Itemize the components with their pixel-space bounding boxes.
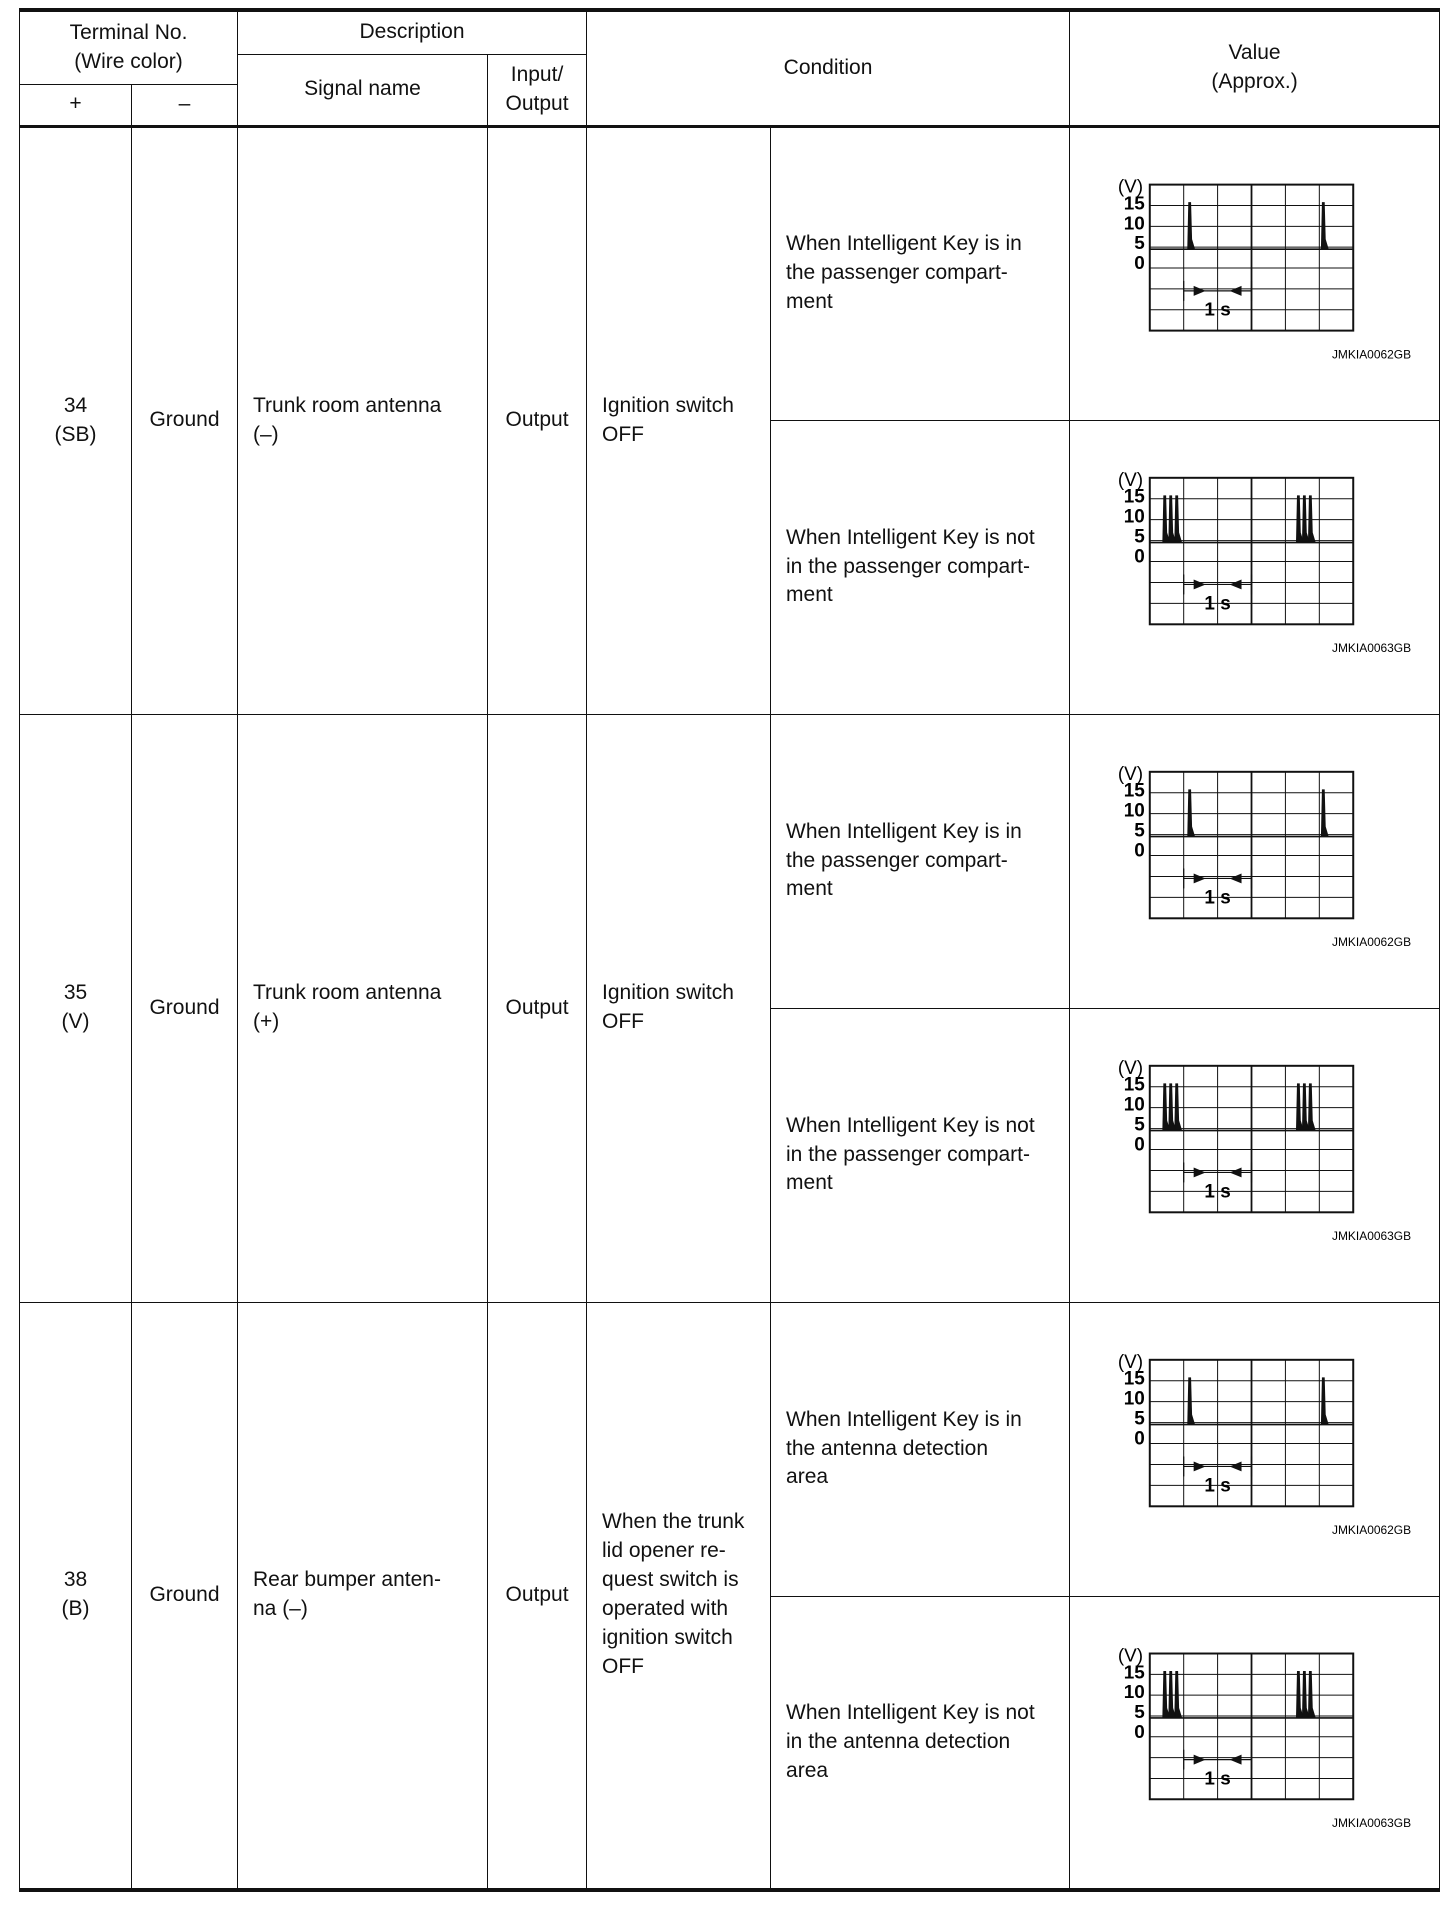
figure-code: JMKIA0062GB — [1331, 346, 1412, 361]
waveform-chart — [1070, 1009, 1439, 1302]
waveform-chart — [1070, 715, 1439, 1008]
waveform-chart — [1070, 1303, 1439, 1596]
sub-condition-cell: When Intelligent Key is not in the passenger compart- ment — [771, 1008, 1070, 1302]
time-scale-label: 1 s — [1204, 1474, 1231, 1496]
y-tick-label: 10 — [1123, 800, 1145, 822]
value-waveform-cell — [1070, 1596, 1440, 1890]
signal-name-cell: Trunk room antenna (–) — [238, 126, 488, 714]
document-page — [19, 0, 1439, 1916]
terminal-plus-cell — [20, 126, 132, 714]
unit-label: (V) — [1117, 1644, 1144, 1666]
value-waveform-cell — [1070, 1008, 1440, 1302]
terminal-no-header: Terminal No. (Wire color) — [20, 10, 238, 84]
terminal-number: 35 — [63, 981, 88, 1005]
terminal-number: 38 — [63, 1568, 88, 1592]
unit-label: (V) — [1117, 1351, 1144, 1373]
y-tick-label: 10 — [1123, 1388, 1145, 1410]
terminal-minus-cell: Ground — [132, 714, 238, 1302]
value-header: Value (Approx.) — [1070, 10, 1440, 126]
y-tick-label: 0 — [1134, 1721, 1145, 1743]
y-tick-label: 0 — [1134, 252, 1145, 274]
terminal-plus-cell — [20, 1302, 132, 1890]
y-tick-label: 15 — [1123, 486, 1145, 508]
unit-label: (V) — [1117, 763, 1144, 785]
figure-code: JMKIA0062GB — [1332, 934, 1412, 949]
waveform-chart — [1070, 421, 1439, 714]
condition-main-cell: Ignition switch OFF — [587, 714, 771, 1302]
time-scale-label: 1 s — [1204, 592, 1231, 614]
terminal-number: 34 — [63, 393, 88, 417]
y-tick-label: 5 — [1134, 232, 1145, 254]
plus-header: + — [20, 84, 132, 126]
y-tick-label: 10 — [1123, 212, 1145, 234]
y-tick-label: 5 — [1134, 820, 1145, 842]
time-scale-label: 1 s — [1204, 886, 1231, 908]
input-output-cell: Output — [488, 1302, 587, 1890]
value-waveform-cell — [1070, 714, 1440, 1008]
figure-code: JMKIA0062GB — [1332, 1522, 1412, 1537]
value-waveform-cell — [1070, 1302, 1440, 1596]
y-tick-label: 5 — [1134, 1114, 1145, 1136]
y-tick-label: 0 — [1134, 1134, 1145, 1156]
y-tick-label: 15 — [1123, 1074, 1145, 1096]
y-tick-label: 15 — [1123, 1661, 1145, 1683]
unit-label: (V) — [1117, 176, 1144, 198]
wire-color: (SB) — [54, 422, 97, 446]
unit-label: (V) — [1117, 469, 1144, 491]
sub-condition-cell: When Intelligent Key is in the passenger compart- ment — [771, 126, 1070, 420]
condition-main-cell: When the trunk lid opener re- quest switch is operated with ignition switch OFF — [587, 1302, 771, 1890]
y-tick-label: 10 — [1123, 506, 1145, 528]
sub-condition-cell: When Intelligent Key is not in the passenger compart- ment — [771, 420, 1070, 714]
wire-color: (V) — [61, 1010, 90, 1033]
y-tick-label: 5 — [1134, 1701, 1145, 1723]
y-tick-label: 5 — [1134, 526, 1145, 548]
terminal-minus-cell: Ground — [132, 1302, 238, 1890]
y-tick-label: 15 — [1123, 192, 1145, 214]
unit-label: (V) — [1117, 1057, 1144, 1079]
condition-header: Condition — [587, 10, 1070, 126]
minus-header: – — [132, 84, 238, 126]
description-header: Description — [238, 10, 587, 54]
figure-code: JMKIA0063GB — [1332, 1228, 1412, 1243]
value-waveform-cell — [1070, 126, 1440, 420]
time-scale-label: 1 s — [1204, 1180, 1231, 1202]
figure-code: JMKIA0063GB — [1332, 1815, 1412, 1830]
terminal-minus-cell: Ground — [132, 126, 238, 714]
sub-condition-cell: When Intelligent Key is in the passenger compart- ment — [771, 714, 1070, 1008]
sub-condition-cell: When Intelligent Key is in the antenna detection area — [771, 1302, 1070, 1596]
condition-main-cell: Ignition switch OFF — [587, 126, 771, 714]
time-scale-label: 1 s — [1204, 1767, 1231, 1789]
y-tick-label: 5 — [1134, 1408, 1145, 1430]
time-scale-label: 1 s — [1204, 299, 1231, 321]
y-tick-label: 10 — [1123, 1094, 1145, 1116]
waveform-chart — [1070, 128, 1439, 420]
y-tick-label: 0 — [1134, 1428, 1145, 1450]
input-output-cell: Output — [488, 714, 587, 1302]
sub-condition-cell: When Intelligent Key is not in the antenna detection area — [771, 1596, 1070, 1890]
terminal-spec-table — [19, 8, 1440, 1892]
signal-name-header: Signal name — [238, 54, 488, 126]
y-tick-label: 15 — [1123, 780, 1145, 802]
value-waveform-cell — [1070, 420, 1440, 714]
y-tick-label: 0 — [1134, 840, 1145, 862]
y-tick-label: 15 — [1123, 1368, 1145, 1390]
signal-name-cell: Trunk room antenna (+) — [238, 714, 488, 1302]
figure-code: JMKIA0063GB — [1332, 640, 1412, 655]
wire-color: (B) — [61, 1597, 90, 1621]
input-output-header: Input/ Output — [488, 54, 587, 126]
terminal-plus-cell — [20, 714, 132, 1302]
y-tick-label: 0 — [1134, 546, 1145, 568]
y-tick-label: 10 — [1123, 1681, 1145, 1703]
waveform-chart — [1070, 1597, 1439, 1889]
signal-name-cell: Rear bumper anten- na (–) — [238, 1302, 488, 1890]
input-output-cell: Output — [488, 126, 587, 714]
